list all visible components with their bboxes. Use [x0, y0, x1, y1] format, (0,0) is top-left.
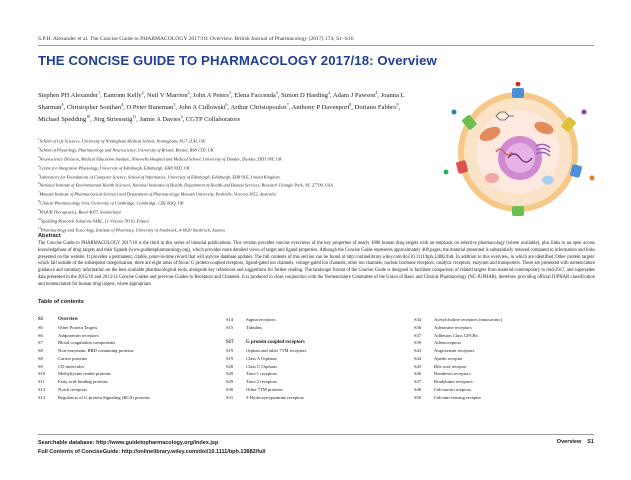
toc-entry-label: Blood coagulation components	[58, 340, 116, 346]
searchable-database-line	[38, 439, 266, 448]
affiliation-item	[38, 207, 438, 216]
toc-entry-label: Other Protein Targets	[58, 324, 98, 330]
toc-entry[interactable]	[226, 339, 306, 347]
toc-entry[interactable]	[38, 355, 150, 363]
toc-entry-label: Bile acid receptor	[434, 363, 467, 369]
author-affiliation-marker: 8	[349, 102, 352, 108]
toc-page-number: S44	[414, 355, 422, 361]
affiliation-item	[38, 216, 438, 225]
vesicle	[542, 176, 554, 185]
toc-entry-label: Adenosine receptors	[434, 324, 472, 330]
footer-links	[38, 439, 266, 457]
toc-entry[interactable]	[38, 332, 150, 340]
affiliation-item	[38, 154, 438, 163]
author-name: Anthony P Davenport	[291, 104, 350, 112]
affiliation-text: National Institute of Environmental Health Sciences, National Institutes of Health, Department of Health and Human Services, Research Triangle Park, NC 27709, USA	[39, 182, 333, 188]
toc-entry[interactable]	[414, 394, 502, 402]
gpcr-receptor	[512, 88, 524, 98]
author-affiliation-marker: 10	[86, 114, 91, 120]
searchable-database-label: Searchable database:	[38, 440, 97, 446]
footer-section-name: Overview	[556, 439, 582, 445]
toc-page-number: S13	[38, 394, 46, 400]
author-name: Arthur Christopoulos	[230, 104, 287, 112]
toc-entry[interactable]	[38, 316, 150, 324]
toc-entry-label: Notch receptors	[58, 386, 88, 392]
toc-entry-label: Taste 1 receptors	[246, 371, 278, 377]
toc-page-number: S45	[414, 363, 422, 369]
toc-entry[interactable]	[226, 316, 306, 324]
toc-entry[interactable]	[226, 355, 306, 363]
affiliation-text: School of Physiology, Pharmacology and Neuroscience, University of Bristol, Bristol, BS8 1TD, UK	[39, 147, 214, 153]
affiliation-text: Centre for Integrative Physiology, University of Edinburgh, Edinburgh, EH8 9XD, UK	[39, 165, 190, 171]
enzyme	[512, 206, 524, 216]
author-name: Elena Faccenda	[234, 92, 276, 100]
toc-page-number: S6	[38, 332, 43, 338]
toc-entry-label: G protein-coupled receptors	[246, 340, 305, 346]
toc-entry-label: Carrier proteins	[58, 355, 87, 361]
toc-page-number: S39	[414, 340, 422, 346]
author-affiliation-marker: 2	[187, 90, 190, 95]
footer-page-marker	[557, 439, 594, 445]
ligand	[444, 170, 449, 175]
toc-page-number: S19	[226, 348, 234, 353]
toc-entry[interactable]	[414, 339, 502, 347]
footer-page-number: S1	[587, 439, 594, 445]
toc-page-number: S7	[38, 340, 43, 346]
author-affiliation-marker: 3	[228, 90, 231, 95]
author-affiliation-marker: 1	[98, 90, 101, 95]
toc-entry[interactable]	[414, 347, 502, 355]
toc-entry-label: Regulators of G-protein Signaling (RGS) proteins	[58, 394, 150, 400]
author-name: Jamie A Davies	[139, 116, 181, 124]
author-name: Joanna L Sharman	[38, 92, 405, 112]
toc-entry-label: CD molecules	[58, 363, 85, 369]
toc-entry-label: Adiponectin receptors	[58, 332, 99, 338]
full-contents-label: Full Contents of ConciseGuide:	[38, 448, 122, 455]
toc-entry[interactable]	[226, 324, 306, 332]
toc-page-number: S43	[414, 348, 422, 353]
toc-entry[interactable]	[414, 378, 502, 386]
full-contents-link[interactable]: http://onlinelibrary.wiley.com/doi/10.1111/bph.13882/full	[121, 448, 266, 455]
toc-entry	[226, 332, 306, 340]
toc-page-number: S8	[38, 355, 43, 361]
toc-page-number: S1	[38, 317, 44, 322]
toc-page-number: S8	[38, 348, 43, 353]
vesicle	[485, 173, 499, 183]
ligand	[590, 176, 595, 181]
affiliation-number: 4	[38, 163, 40, 168]
toc-entry[interactable]	[226, 394, 306, 402]
affiliation-item	[38, 198, 438, 207]
affiliation-text: Clinical Pharmacology Unit, University of Cambridge, Cambridge, CB2 0QQ, UK	[39, 200, 184, 206]
author-name: Neil V Marrion	[146, 92, 188, 100]
toc-entry-label: Class A Orphans	[246, 355, 277, 361]
author-name: Jörg Striessnig	[93, 116, 133, 124]
toc-entry[interactable]	[226, 363, 306, 371]
toc-entry[interactable]	[226, 386, 306, 394]
affiliation-list	[38, 136, 438, 234]
toc-page-number: S6	[38, 324, 43, 330]
author-name: John A Cidlowski	[178, 104, 226, 112]
footer-rule	[38, 434, 594, 435]
toc-entry[interactable]	[414, 370, 502, 378]
author-name: O Peter Buneman	[126, 104, 174, 112]
toc-column	[414, 316, 502, 401]
toc-entry-label: Angiotensin receptors	[434, 348, 475, 353]
affiliation-number: 8	[38, 199, 40, 204]
author-affiliation-marker: 5	[173, 102, 176, 108]
ligand	[516, 82, 521, 87]
toc-page-number: S34	[414, 317, 422, 322]
toc-page-number: S48	[414, 386, 422, 392]
toc-page-number: S36	[414, 324, 422, 330]
toc-entry[interactable]	[226, 347, 306, 355]
author-name: Doriano Fabbro	[354, 104, 397, 112]
header-rule	[38, 45, 594, 46]
affiliation-item	[38, 136, 438, 145]
toc-entry-label: Non-enzymatic BRD containing proteins	[58, 348, 134, 353]
table-of-contents-heading: Table of contents	[38, 299, 84, 305]
affiliation-number: 10	[38, 217, 41, 222]
toc-page-number: S50	[414, 394, 422, 400]
ligand	[582, 110, 587, 115]
author-list: Stephen PH Alexander$^1$, Eamonn Kelly$^2$, Neil V Marrion$^2$, John A Peters$^3$, Elena Faccenda$^4$, Simon D Harding$^4$, Adam J Pawson$^4$, Joanna L Sharman$^4$, Christopher Southan$^4$, O Peter Buneman$^5$, John A Cidlowski$^6$, Arthur Christopoulos$^7$, Anthony P Davenport$^8$, Doriano Fabbro$^9$, Michael Spedding$^{10}$, Jörg Striessnig$^{11}$, Jamie A Davies$^4$, CGTP Collaborators	[38, 90, 405, 124]
affiliation-text: Neuroscience Division, Medical Education Institute, Ninewells Hospital and Medical School, University of Dundee, Dundee, DD1 9SY, UK	[39, 156, 282, 162]
toc-page-number: S13	[38, 386, 46, 392]
author-name: Christopher Southan	[66, 104, 122, 112]
affiliation-text: Pharmacology and Toxicology, Institute of Pharmacy, University of Innsbruck, A-6020 Innsbruck, Austria	[40, 227, 225, 233]
author-name: Adam J Pawson	[332, 92, 376, 100]
author-affiliation-marker: 4	[275, 90, 278, 95]
searchable-database-link[interactable]: http://www.guidetopharmacology.org/index.jsp	[96, 440, 219, 446]
toc-entry[interactable]	[38, 339, 150, 347]
toc-entry[interactable]	[414, 324, 502, 332]
author-name: Stephen PH Alexander	[38, 92, 99, 100]
affiliation-item	[38, 172, 438, 181]
toc-page-number: S46	[414, 371, 422, 377]
toc-page-number: S19	[226, 355, 234, 361]
affiliation-number: 1	[38, 137, 40, 141]
toc-entry[interactable]	[38, 363, 150, 371]
toc-entry[interactable]	[414, 332, 502, 340]
cell-illustration	[432, 82, 600, 222]
affiliation-number: 11	[38, 225, 41, 230]
toc-entry-label: Calcium-sensing receptor	[434, 394, 482, 400]
toc-page-number: S31	[226, 394, 234, 400]
toc-page-number: S28	[226, 363, 234, 369]
author-name: CGTP Collaborators	[185, 116, 241, 124]
affiliation-item	[38, 225, 438, 234]
toc-page-number: S9	[38, 363, 43, 369]
toc-entry-label: Apelin receptor	[434, 355, 463, 361]
page-title: THE CONCISE GUIDE TO PHARMACOLOGY 2017/18: Overview	[38, 53, 437, 68]
toc-entry[interactable]	[226, 378, 306, 386]
toc-entry-label: Acetylcholine receptors (muscarinic)	[434, 317, 503, 322]
author-affiliation-marker: 4	[327, 90, 330, 95]
affiliation-text: Laboratory for Foundations of Computer Science, School of Informatics, University of Edinburgh, Edinburgh, EH8 9LE, United Kingdom	[39, 174, 280, 179]
author-affiliation-marker: 7	[286, 102, 289, 108]
abstract-heading: Abstract	[38, 233, 61, 239]
toc-entry-label: Tubulins	[246, 324, 263, 330]
toc-page-number: S10	[38, 371, 46, 377]
affiliation-item	[38, 180, 438, 189]
toc-entry[interactable]	[38, 394, 150, 402]
toc-entry-label: Calcitonin receptors	[434, 386, 472, 392]
toc-page-number: S14	[226, 317, 234, 322]
toc-entry-label: Bradykinin receptors	[434, 379, 473, 384]
affiliation-text: School of Life Sciences, University of Nottingham Medical School, Nottingham, NG7 2UH, UK	[39, 138, 206, 144]
affiliation-number: 3	[38, 154, 40, 159]
author-affiliation-marker: 11	[132, 114, 137, 120]
running-head: S.P.H. Alexander et al. The Concise Guide to PHARMACOLOGY 2017/18: Overview. British Journal of Pharmacology (2017) 174, S1–S16	[38, 36, 354, 42]
toc-entry[interactable]	[38, 370, 150, 378]
toc-page-number: S28	[226, 371, 234, 377]
toc-page-number: S37	[414, 332, 422, 338]
toc-entry-label: Sigma receptors	[246, 317, 276, 322]
toc-page-number: S15	[226, 324, 234, 330]
author-name: Michael Spedding	[38, 116, 87, 124]
toc-entry-label: Orphan and other 7TM receptors	[246, 348, 307, 353]
toc-entry[interactable]	[414, 316, 502, 324]
author-affiliation-marker: 4	[375, 90, 378, 95]
abstract-text: The Concise Guide to PHARMACOLOGY 2017/18 is the third in this series of biennial publications. This version provides concise overviews of the key properties of nearly 1800 human drug targets with an emphasis on selective pharmacology (where available), plus links to an open access knowledgebase of drug targets and their ligands (www.guidetopharmacology.org), which provides more detailed views of target and ligand properties. Although the Concise Guide represents approximately 400 pages, the material presented is substantially reduced compared to information and links presented on the website. It provides a permanent, citable, point-in-time record that will survive database updates. The full contents of this section can be found at http://onlinelibrary.wiley.com/doi/10.1111/bph.13882/full. In addition to this overview, in which are identified 'Other protein targets' which fall outside of the subsequent categorisation, there are eight areas of focus: G protein-coupled receptors, ligand-gated ion channels, voltage-gated ion channels, other ion channels, nuclear hormone receptors, catalytic receptors, enzymes and transporters. These are presented with nomenclature guidance and summary information on the best available pharmacological tools, alongside key references and suggestions for further reading. The landscape format of the Concise Guide is designed to facilitate comparison of related targets from material contemporary to mid-2017, and supersedes data presented in the 2015/16 and 2013/14 Concise Guides and previous Guides to Receptors and Channels. It is produced in close conjunction with the Nomenclature Committee of the Union of Basic and Clinical Pharmacology (NC-IUPHAR), therefore, providing official IUPHAR classification and nomenclature for human drug targets, where appropriate.	[38, 241, 595, 287]
affiliation-number: 5	[38, 172, 40, 177]
toc-entry-label: Bombesin receptors	[434, 371, 471, 377]
author-affiliation-marker: 4	[121, 102, 124, 108]
toc-page-number: S17	[226, 340, 234, 346]
toc-entry-label: Class C Orphans	[246, 363, 277, 369]
affiliation-number: 2	[38, 145, 40, 150]
author-affiliation-marker: 2	[141, 90, 144, 95]
affiliation-item	[38, 189, 438, 198]
toc-column	[38, 316, 150, 401]
author-affiliation-marker: 6	[225, 102, 228, 108]
affiliation-number: 9	[38, 208, 40, 213]
toc-entry[interactable]	[414, 363, 502, 371]
author-affiliation-marker: 4	[180, 114, 183, 120]
author-affiliation-marker: 9	[396, 102, 399, 108]
toc-entry-label: Taste 2 receptors	[246, 379, 278, 384]
toc-page-number: S30	[226, 386, 234, 392]
ligand	[452, 110, 457, 115]
toc-entry[interactable]	[226, 370, 306, 378]
toc-entry[interactable]	[414, 355, 502, 363]
toc-entry-label: Other 7TM proteins	[246, 386, 283, 392]
toc-entry[interactable]	[414, 386, 502, 394]
toc-entry[interactable]	[38, 324, 150, 332]
toc-page-number: S47	[414, 379, 422, 384]
toc-column	[226, 316, 306, 401]
affiliation-text: Spedding Research Solutions SARL, Le Vésinet 78110, France	[41, 218, 150, 224]
author-name: Eamonn Kelly	[103, 92, 142, 100]
affiliation-item	[38, 163, 438, 172]
toc-entry[interactable]	[38, 347, 150, 355]
author-name: Simon D Harding	[281, 92, 328, 100]
toc-entry-label: 5-Hydroxytryptamine receptors	[246, 394, 305, 400]
affiliation-text: PIQUR Therapeutics, Basel 4057, Switzerland	[39, 209, 121, 215]
toc-entry[interactable]	[38, 378, 150, 386]
toc-entry-label: Adhesion Class GPCRs	[434, 332, 478, 338]
toc-page-number: S11	[38, 379, 45, 384]
affiliation-number: 7	[38, 190, 40, 195]
affiliation-item	[38, 145, 438, 154]
toc-entry-label: Adrenoceptors	[434, 340, 462, 346]
toc-entry-label: Fatty acid-binding proteins	[58, 379, 108, 384]
toc-page-number: S29	[226, 379, 234, 384]
toc-entry-label: Methyllysine reader proteins	[58, 371, 111, 377]
toc-entry-label: Overview	[58, 317, 79, 322]
full-contents-line	[38, 448, 266, 457]
author-name: John A Peters	[193, 92, 229, 100]
affiliation-text: Monash Institute of Pharmaceutical Sciences and Department of Pharmacology, Monash University, Parkville, Victoria 3052, Australia	[39, 191, 276, 197]
affiliation-number: 6	[38, 181, 40, 186]
toc-entry[interactable]	[38, 386, 150, 394]
author-affiliation-marker: 4	[61, 102, 64, 108]
